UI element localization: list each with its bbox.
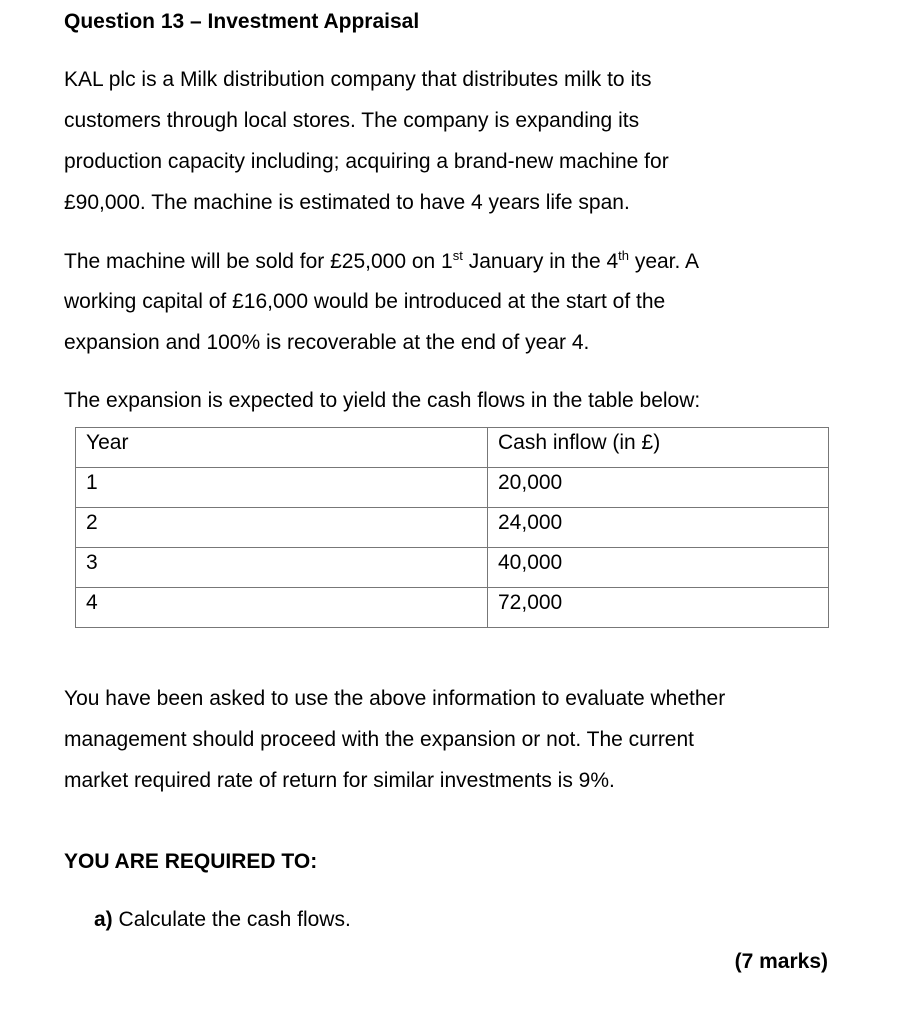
superscript: th [618,248,629,263]
year-cell: 3 [76,548,488,588]
text-span: January in the 4 [462,250,619,273]
marks: (7 marks) [734,950,828,973]
cash-flow-table [75,427,829,628]
table-row [76,588,829,628]
superscript: st [452,248,463,263]
year-cell: 2 [76,508,488,548]
paragraph-line: production capacity including; acquiring a brand-new machine for [64,150,669,173]
table-row [76,468,829,508]
year-cell: 1 [76,468,488,508]
required-heading: YOU ARE REQUIRED TO: [64,850,318,873]
text-span: The machine will be sold for £25,000 on 1 [64,250,453,273]
paragraph-line [64,250,699,274]
table-header-row [76,428,829,468]
paragraph-line: working capital of £16,000 would be introduced at the start of the [64,290,666,313]
paragraph-line: expansion and 100% is recoverable at the end of year 4. [64,331,590,354]
paragraph-line: £90,000. The machine is estimated to have 4 years life span. [64,191,630,214]
header-year: Year [76,428,488,468]
paragraph-line: customers through local stores. The company is expanding its [64,109,640,132]
cash-cell: 20,000 [488,468,829,508]
paragraph-line: KAL plc is a Milk distribution company that distributes milk to its [64,68,652,91]
cash-cell: 72,000 [488,588,829,628]
paragraph-line: market required rate of return for similar investments is 9%. [64,769,615,792]
cash-cell: 24,000 [488,508,829,548]
paragraph-line: You have been asked to use the above information to evaluate whether [64,687,726,710]
text-span: year. A [628,250,700,273]
table-row [76,548,829,588]
task-a-label: a) [94,908,113,931]
paragraph-line: management should proceed with the expansion or not. The current [64,728,694,751]
year-cell: 4 [76,588,488,628]
paragraph-line: The expansion is expected to yield the cash flows in the table below: [64,389,701,412]
task-a-text: Calculate the cash flows. [112,908,351,931]
question-title: Question 13 – Investment Appraisal [64,10,420,33]
header-cash-inflow: Cash inflow (in £) [488,428,829,468]
cash-cell: 40,000 [488,548,829,588]
task-a [94,908,351,932]
table-row [76,508,829,548]
